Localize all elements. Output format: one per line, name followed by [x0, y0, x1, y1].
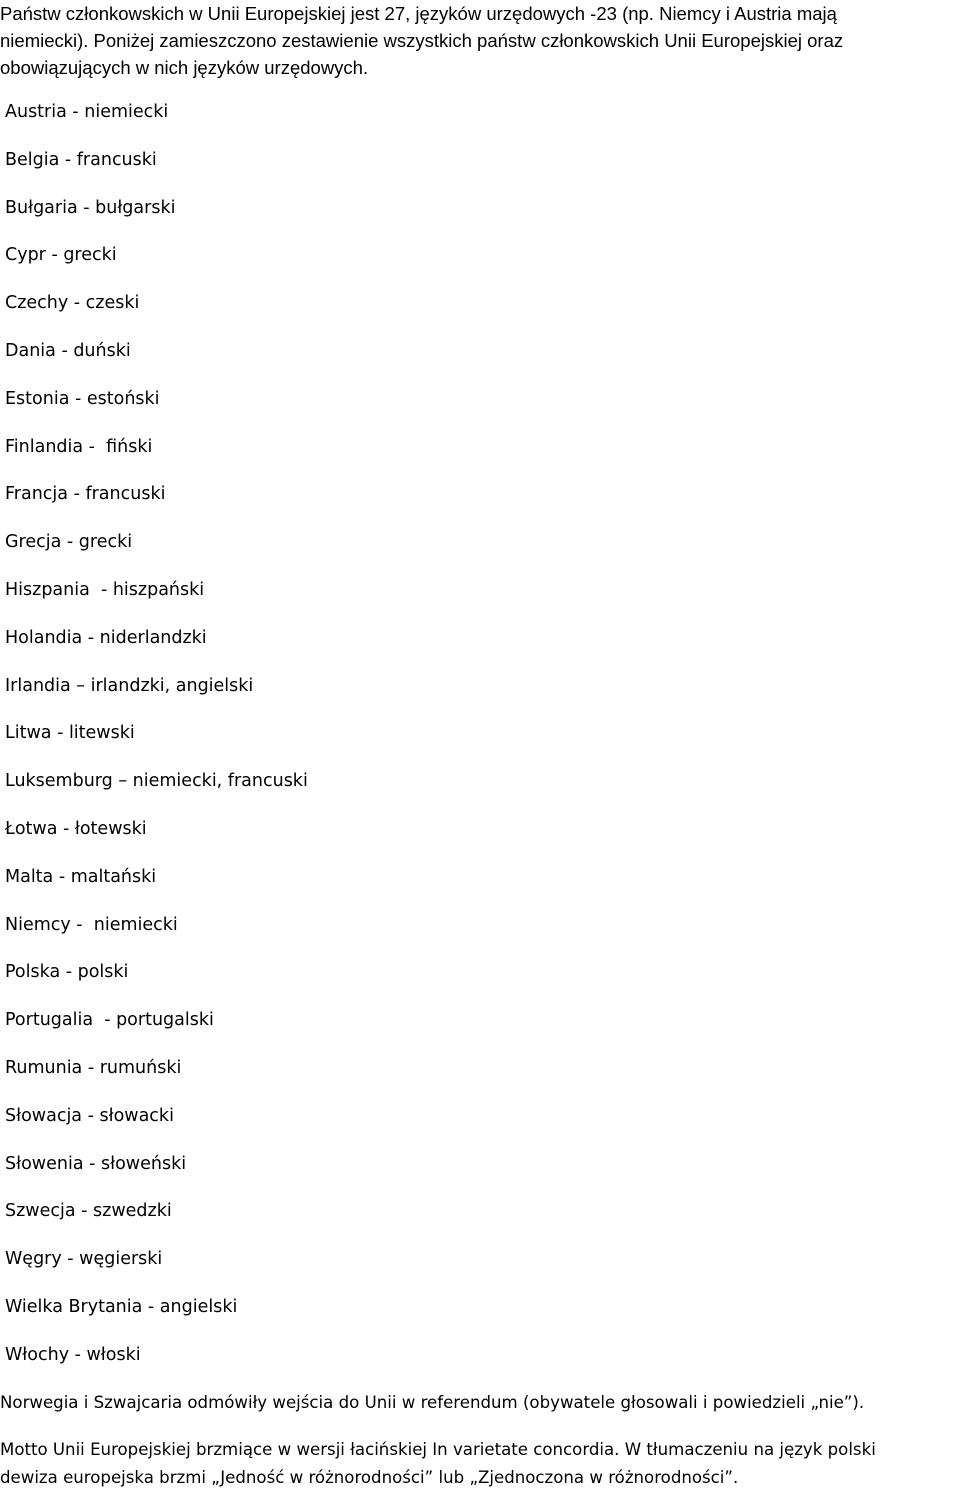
list-item: Bułgaria - bułgarski — [5, 197, 176, 218]
list-item: Łotwa - łotewski — [5, 818, 147, 839]
referendum-note: Norwegia i Szwajcaria odmówiły wejścia do Unii w referendum (obywatele głosowali i powiedzieli „nie”). — [0, 1393, 865, 1412]
list-item: Rumunia - rumuński — [5, 1057, 182, 1078]
motto-line-2: dewiza europejska brzmi „Jedność w różnorodności” lub „Zjednoczona w różnorodności”. — [0, 1468, 739, 1487]
list-item: Hiszpania - hiszpański — [5, 579, 205, 600]
list-item: Portugalia - portugalski — [5, 1010, 214, 1031]
intro-paragraph — [0, 0, 958, 81]
list-item: Słowacja - słowacki — [5, 1105, 174, 1126]
motto-line-1: Motto Unii Europejskiej brzmiące w wersji łacińskiej In varietate concordia. W tłumaczeniu na język polski — [0, 1440, 876, 1459]
list-item: Cypr - grecki — [5, 245, 117, 266]
intro-line-3: obowiązujących w nich języków urzędowych. — [0, 57, 369, 78]
motto-paragraph — [0, 1436, 960, 1492]
intro-line-1: Państw członkowskich w Unii Europejskiej jest 27, języków urzędowych -23 (np. Niemcy i Austria mają — [0, 3, 837, 24]
list-item: Niemcy - niemiecki — [5, 914, 178, 935]
list-item: Litwa - litewski — [5, 723, 135, 744]
list-item: Szwecja - szwedzki — [5, 1201, 172, 1222]
list-item: Irlandia – irlandzki, angielski — [5, 675, 254, 696]
list-item: Czechy - czeski — [5, 293, 140, 314]
list-item: Estonia - estoński — [5, 388, 160, 409]
list-item: Dania - duński — [5, 340, 131, 361]
country-language-list — [5, 98, 308, 1389]
list-item: Polska - polski — [5, 962, 129, 983]
intro-line-2: niemiecki). Poniżej zamieszczono zestawienie wszystkich państw członkowskich Unii Europejskiej oraz — [0, 30, 844, 51]
list-item: Słowenia - słoweński — [5, 1153, 187, 1174]
list-item: Grecja - grecki — [5, 532, 133, 553]
list-item: Malta - maltański — [5, 866, 157, 887]
list-item: Włochy - włoski — [5, 1344, 141, 1365]
list-item: Belgia - francuski — [5, 149, 157, 170]
list-item: Austria - niemiecki — [5, 102, 169, 122]
list-item: Węgry - węgierski — [5, 1249, 163, 1270]
list-item: Francja - francuski — [5, 484, 166, 505]
list-item: Wielka Brytania - angielski — [5, 1296, 238, 1317]
list-item: Luksemburg – niemiecki, francuski — [5, 771, 308, 792]
list-item: Holandia - niderlandzki — [5, 627, 207, 648]
list-item: Finlandia - fiński — [5, 436, 153, 457]
